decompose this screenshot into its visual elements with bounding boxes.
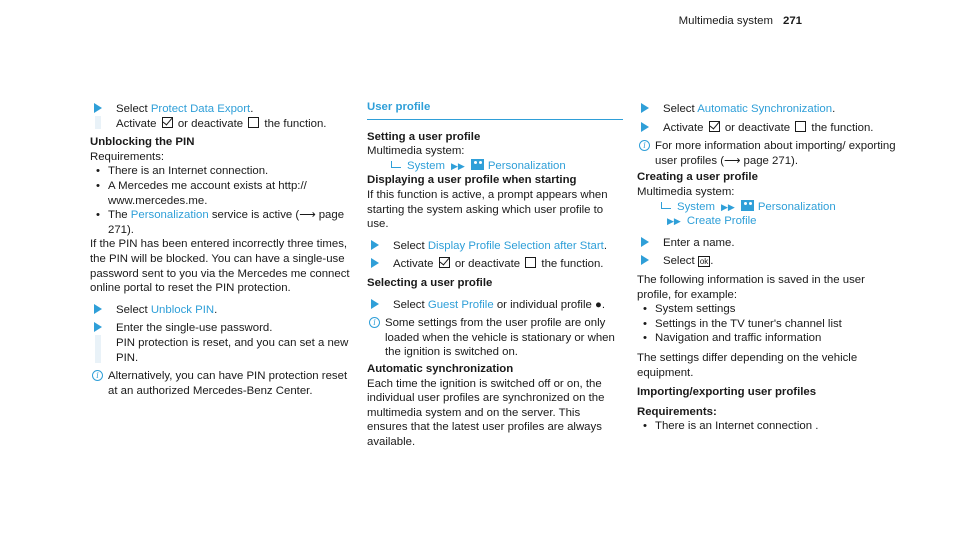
info-icon: i [639,140,650,151]
deactivate-text: or deactivate [721,121,794,134]
note [90,369,352,398]
list-item [90,208,352,237]
heading-import-export: Importing/exporting user profiles [637,386,817,399]
page-header [679,14,802,29]
heading-creating-profile: Creating a user profile [637,171,758,184]
list-item: • System settings [637,302,899,317]
step-unblock-pin [90,303,352,318]
column-right [637,100,899,434]
requirements-label: Requirements: [637,405,717,418]
checkbox-checked-icon [709,121,720,132]
link-display-profile-selection[interactable]: Display Profile Selection after Start [427,239,604,252]
list-item: • Navigation and traffic information [637,331,899,346]
list-item: • Settings in the TV tuner's channel list [637,317,899,332]
link-personalization[interactable]: Personalization [487,159,566,172]
step-arrow-icon [94,304,102,314]
step-arrow-icon [371,299,379,309]
link-create-profile[interactable]: Create Profile [686,215,757,228]
menu-path [367,159,623,174]
double-chevron-icon: ▶▶ [450,160,465,171]
step-text: Enter the single-use password. [116,322,273,335]
return-arrow-icon [661,202,671,209]
activate-text: Activate [663,121,707,134]
activate-text: Activate [116,117,160,130]
step-arrow-icon [641,237,649,247]
link-protect-data-export[interactable]: Protect Data Export [150,103,251,115]
period-text: . [214,303,218,316]
select-text: Select [663,103,698,115]
step-text: or individual profile [493,298,595,311]
step-automatic-sync [637,102,899,117]
step-protect-data-export [90,102,352,131]
personalization-icon [741,200,754,211]
function-text: the function. [261,117,327,130]
step-enter-password [90,321,352,365]
page-number: 271 [782,15,802,27]
checkbox-empty-icon [795,121,806,132]
menu-path [637,200,899,215]
step-arrow-icon [371,258,379,268]
period-text: . [832,103,836,115]
heading-selecting-profile: Selecting a user profile [367,276,493,289]
note-text: page 271). [740,154,798,167]
function-text: the function. [538,258,604,271]
note-text: Some settings from the user profile are only loaded when the vehicle is stationary or when the ignition is switched on. [385,317,615,359]
menu-path [637,214,899,229]
multimedia-label: Multimedia system: [367,145,465,158]
heading-automatic-sync: Automatic synchronization [367,362,514,375]
column-left [90,100,352,400]
note-text: For more information about importing/ exporting user profiles ( [655,140,896,167]
multimedia-label: Multimedia system: [637,185,735,198]
list-item-text: service is active ( [208,209,300,222]
deactivate-text: or deactivate [451,258,524,271]
step-arrow-icon [641,103,649,113]
function-text: the function. [808,121,874,134]
list-item-text: page 271). [108,209,345,236]
link-guest-profile[interactable]: Guest Profile [427,298,494,311]
select-text: Select [663,255,698,268]
step-activate [637,121,899,136]
section-title [367,100,623,120]
return-arrow-icon [391,161,401,168]
period-text: . [250,103,254,115]
step-arrow-icon [94,322,102,332]
double-chevron-icon: ▶▶ [667,216,681,227]
differ-paragraph: The settings differ depending on the vehicle equipment. [637,351,858,379]
link-system[interactable]: System [677,200,715,213]
step-arrow-icon [641,255,649,265]
header-title: Multimedia system [678,15,773,27]
checkbox-checked-icon [439,257,450,268]
step-arrow-icon [371,240,379,250]
ok-button-icon: ok [699,257,709,267]
link-personalization[interactable]: Personalization [130,209,209,222]
link-system[interactable]: System [407,159,445,172]
info-icon: i [369,317,380,328]
pin-blocked-paragraph: If the PIN has been entered incorrectly three times, the PIN will be blocked. You can have a single-use password sent to you via the Mercedes me connect online portal to reset the PIN protection. [90,238,350,295]
link-personalization[interactable]: Personalization [757,200,836,213]
activate-text: Activate [393,258,437,271]
requirements-label: Requirements: [90,150,165,163]
period-text: . [601,298,606,311]
step-result-text: PIN protection is reset, and you can set a new PIN. [116,336,349,364]
step-activate [367,257,623,272]
select-text: Select [393,239,428,252]
note-text: Alternatively, you can have PIN protection reset at an authorized Mercedes-Benz Center. [108,370,348,397]
auto-sync-paragraph: Each time the ignition is switched off or on, the individual user profiles are synchronized on the multimedia system and on the server. This ensures that the latest user profiles are always available. [367,377,605,448]
section-title-text: User profile [367,101,431,113]
step-enter-name [637,236,899,251]
list-item: • There is an Internet connection. [90,164,352,179]
page-ref-arrow-icon: ⟶ [724,154,741,167]
list-item: • A Mercedes me account exists at http:// www.mercedes.me. [90,179,352,208]
personalization-icon [471,159,484,170]
double-chevron-icon: ▶▶ [720,201,735,212]
select-text: Select [116,303,151,316]
checkbox-checked-icon [162,117,173,128]
checkbox-empty-icon [248,117,259,128]
info-icon: i [92,370,103,381]
checkbox-empty-icon [525,257,536,268]
link-unblock-pin[interactable]: Unblock PIN [150,303,215,316]
link-automatic-synchronization[interactable]: Automatic Synchronization [697,103,833,115]
step-guest-profile [367,298,623,313]
saved-info-paragraph: The following information is saved in the user profile, for example: [637,273,865,301]
step-display-selection [367,239,623,254]
heading-unblocking-pin: Unblocking the PIN [90,136,195,149]
column-middle [367,100,623,449]
radio-dot-icon: ● [594,298,602,311]
heading-display-profile: Displaying a user profile when starting [367,174,577,187]
heading-setting-profile: Setting a user profile [367,130,481,143]
select-text: Select [116,103,151,115]
note [367,316,623,360]
note [637,139,899,168]
step-select-ok [637,254,899,269]
page-ref-arrow-icon: ⟶ [299,209,316,222]
step-arrow-icon [94,103,102,113]
step-text: Enter a name. [663,236,735,249]
select-text: Select [393,298,428,311]
step-arrow-icon [641,122,649,132]
list-item: • There is an Internet connection . [637,419,899,434]
display-paragraph: If this function is active, a prompt appears when starting the system asking which user profile to use. [367,188,608,231]
period-text: . [710,255,714,268]
deactivate-text: or deactivate [174,117,247,130]
period-text: . [603,239,607,252]
list-item-text: The [108,209,131,222]
